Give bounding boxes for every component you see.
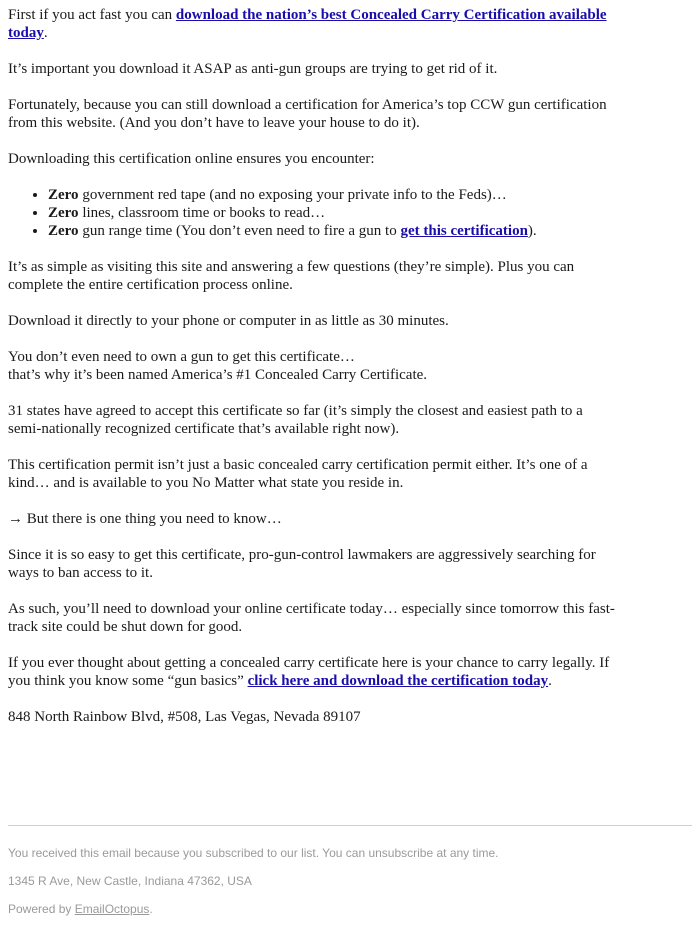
paragraph-asap: It’s important you download it ASAP as anti-gun groups are trying to get rid of it. <box>8 61 498 77</box>
paragraph-one-thing: → But there is one thing you need to know… <box>8 511 282 527</box>
paragraph-fortunately: Fortunately, because you can still download a certification for America’s top CCW gun certification from this website. (And you don’t have to leave your house to do it). <box>8 97 607 131</box>
subscription-notice: You received this email because you subscribed to our list. You can unsubscribe at any time. <box>8 846 499 860</box>
paragraph-closing: If you ever thought about getting a concealed carry certificate here is your chance to carry legally. If you think you know some “gun basics” click here and download the certification today. <box>8 655 610 689</box>
paragraph-one-of-a-kind: This certification permit isn’t just a basic concealed carry certification permit either. It’s one of a kind… and is available to you No Matter what state you reside in. <box>8 457 588 491</box>
email-body <box>8 6 618 744</box>
list-item: • Zero gun range time (You don’t even need to fire a gun to get this certification). <box>48 222 618 240</box>
paragraph-lawmakers: Since it is so easy to get this certificate, pro-gun-control lawmakers are aggressively searching for ways to ban access to it. <box>8 547 596 581</box>
paragraph-no-gun: You don’t even need to own a gun to get this certificate… that’s why it’s been named America’s #1 Concealed Carry Certificate. <box>8 349 428 383</box>
paragraph-states: 31 states have agreed to accept this certificate so far (it’s simply the closest and easiest path to a semi-nationally recognized certificate that’s available right now). <box>8 403 583 437</box>
footer-address: 1345 R Ave, New Castle, Indiana 47362, USA <box>8 874 252 888</box>
paragraph-simple: It’s as simple as visiting this site and answering a few questions (they’re simple). Plus you can complete the entire certification process online. <box>8 259 575 293</box>
paragraph-download-time: Download it directly to your phone or computer in as little as 30 minutes. <box>8 313 449 329</box>
paragraph-ensures: Downloading this certification online ensures you encounter: <box>8 151 375 167</box>
sender-address: 848 North Rainbow Blvd, #508, Las Vegas, Nevada 89107 <box>8 709 361 725</box>
benefits-list <box>8 186 618 240</box>
powered-by: Powered by EmailOctopus. <box>8 902 153 916</box>
footer-divider <box>8 825 692 826</box>
list-item: • Zero government red tape (and no exposing your private info to the Feds)… <box>48 186 618 204</box>
email-footer <box>8 846 692 930</box>
paragraph-download-today: As such, you’ll need to download your online certificate today… especially since tomorrow this fast-track site could be shut down for good. <box>8 601 615 635</box>
get-certification-link[interactable]: get this certification <box>400 223 528 239</box>
intro-paragraph: First if you act fast you can download the nation’s best Concealed Carry Certification available today. <box>8 7 607 41</box>
click-here-download-link[interactable]: click here and download the certification today <box>247 673 549 689</box>
download-certification-link[interactable]: download the nation’s best Concealed Carry Certification available today <box>8 7 607 41</box>
list-item: • Zero lines, classroom time or books to read… <box>48 204 618 222</box>
emailoctopus-link[interactable]: EmailOctopus <box>74 902 150 916</box>
